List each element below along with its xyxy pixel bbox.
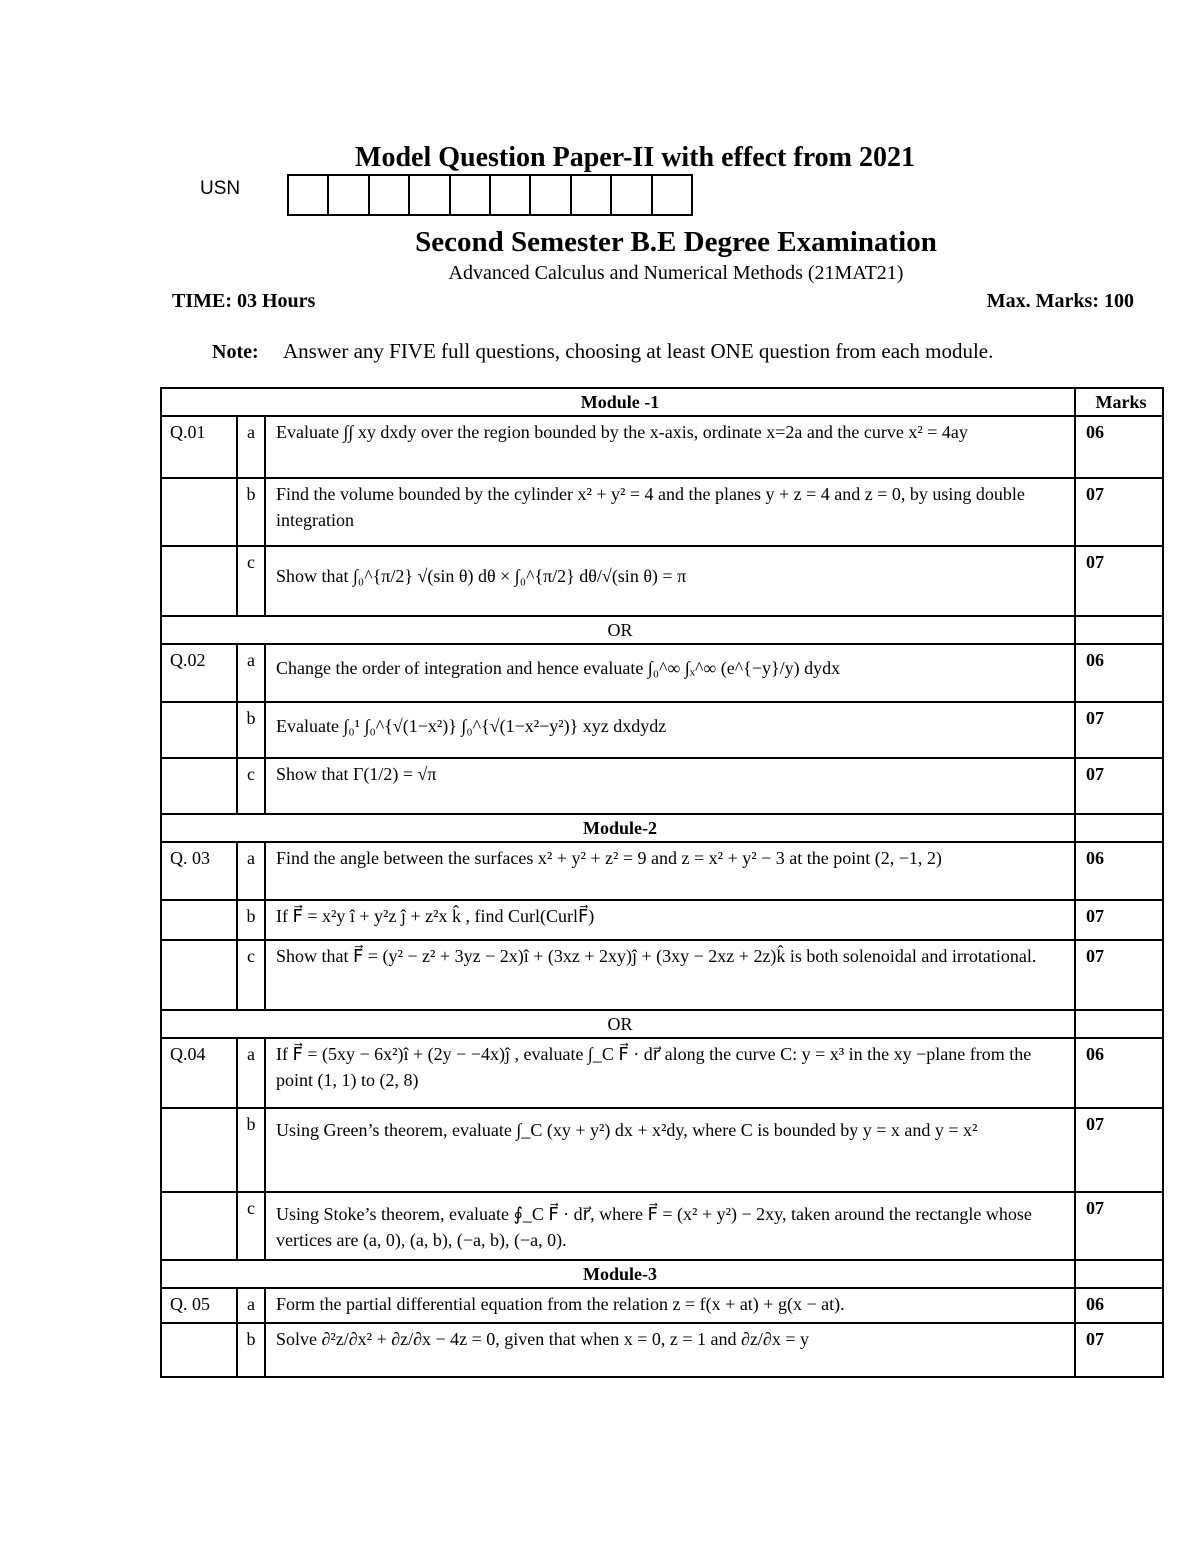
question-text: If F⃗ = (5xy − 6x²)î + (2y − −4x)ĵ , evaluate ∫_C F⃗ · dr⃗ along the curve C: y = x³ in the xy −plane from the point (1, 1) to (2, 8) xyxy=(265,1038,1075,1108)
sub-label: a xyxy=(237,416,265,478)
sub-label: c xyxy=(237,940,265,1010)
usn-box[interactable] xyxy=(612,174,652,216)
sub-label: b xyxy=(237,1323,265,1377)
question-row xyxy=(161,478,1163,546)
question-text: Change the order of integration and hence evaluate ∫₀^∞ ∫ₓ^∞ (e^{−y}/y) dydx xyxy=(265,644,1075,702)
sub-label: a xyxy=(237,1038,265,1108)
question-text: Form the partial differential equation from the relation z = f(x + at) + g(x − at). xyxy=(265,1288,1075,1322)
or-row xyxy=(161,616,1163,644)
module-header-row xyxy=(161,814,1163,842)
question-row xyxy=(161,546,1163,616)
question-number: Q.01 xyxy=(161,416,237,478)
sub-label: b xyxy=(237,1108,265,1192)
question-row xyxy=(161,416,1163,478)
question-row xyxy=(161,1108,1163,1192)
note-label: Note: xyxy=(212,341,259,363)
question-row xyxy=(161,1288,1163,1322)
usn-box[interactable] xyxy=(451,174,491,216)
question-text: Show that ∫₀^{π/2} √(sin θ) dθ × ∫₀^{π/2} dθ/√(sin θ) = π xyxy=(265,546,1075,616)
question-marks: 06 xyxy=(1075,644,1163,702)
usn-label: USN xyxy=(200,178,241,199)
question-row xyxy=(161,842,1163,900)
question-table xyxy=(160,387,1164,1378)
question-number: Q.02 xyxy=(161,644,237,702)
question-text: If F⃗ = x²y î + y²z ĵ + z²x k̂ , find Curl(CurlF⃗) xyxy=(265,900,1075,940)
question-marks: 06 xyxy=(1075,416,1163,478)
sub-label: a xyxy=(237,1288,265,1322)
sub-label: c xyxy=(237,546,265,616)
question-row xyxy=(161,1192,1163,1260)
question-row xyxy=(161,1323,1163,1377)
note-text: Answer any FIVE full questions, choosing at least ONE question from each module. xyxy=(283,339,994,363)
sub-label: c xyxy=(237,1192,265,1260)
question-text: Using Stoke’s theorem, evaluate ∮_C F⃗ · dr⃗, where F⃗ = (x² + y²) − 2xy, taken around the rectangle whose vertices are (a, 0), (a, b), (−a, b), (−a, 0). xyxy=(265,1192,1075,1260)
usn-box[interactable] xyxy=(289,174,329,216)
module-header-row xyxy=(161,388,1163,416)
course-name: Advanced Calculus and Numerical Methods (21MAT21) xyxy=(448,262,904,284)
question-row xyxy=(161,702,1163,758)
question-marks: 07 xyxy=(1075,1108,1163,1192)
module-header-row xyxy=(161,1260,1163,1288)
sub-label: a xyxy=(237,644,265,702)
question-marks: 06 xyxy=(1075,1038,1163,1108)
or-row xyxy=(161,1010,1163,1038)
sub-label: a xyxy=(237,842,265,900)
question-row xyxy=(161,900,1163,940)
sub-label: b xyxy=(237,900,265,940)
or-label: OR xyxy=(161,1010,1075,1038)
usn-box[interactable] xyxy=(370,174,410,216)
question-row xyxy=(161,940,1163,1010)
usn-box[interactable] xyxy=(653,174,693,216)
max-marks: Max. Marks: 100 xyxy=(986,290,1134,312)
question-text: Show that Γ(1/2) = √π xyxy=(265,758,1075,814)
question-text: Show that F⃗ = (y² − z² + 3yz − 2x)î + (3xz + 2xy)ĵ + (3xy − 2xz + 2z)k̂ is both solenoidal and irrotational. xyxy=(265,940,1075,1010)
question-marks: 07 xyxy=(1075,702,1163,758)
question-row xyxy=(161,1038,1163,1108)
question-marks: 07 xyxy=(1075,758,1163,814)
exam-subtitle: Second Semester B.E Degree Examination xyxy=(415,226,937,258)
question-marks: 06 xyxy=(1075,1288,1163,1322)
usn-box[interactable] xyxy=(329,174,369,216)
module-title: Module -1 xyxy=(161,388,1075,416)
question-marks: 07 xyxy=(1075,1323,1163,1377)
question-text: Find the angle between the surfaces x² + y² + z² = 9 and z = x² + y² − 3 at the point (2, −1, 2) xyxy=(265,842,1075,900)
usn-input-boxes[interactable] xyxy=(287,174,693,216)
usn-box[interactable] xyxy=(531,174,571,216)
question-text: Evaluate ∫₀¹ ∫₀^{√(1−x²)} ∫₀^{√(1−x²−y²)} xyz dxdydz xyxy=(265,702,1075,758)
question-text: Find the volume bounded by the cylinder x² + y² = 4 and the planes y + z = 4 and z = 0, by using double integration xyxy=(265,478,1075,546)
usn-box[interactable] xyxy=(410,174,450,216)
question-text: Solve ∂²z/∂x² + ∂z/∂x − 4z = 0, given that when x = 0, z = 1 and ∂z/∂x = y xyxy=(265,1323,1075,1377)
or-label: OR xyxy=(161,616,1075,644)
question-row xyxy=(161,758,1163,814)
usn-box[interactable] xyxy=(572,174,612,216)
question-marks: 07 xyxy=(1075,1192,1163,1260)
question-text: Using Green’s theorem, evaluate ∫_C (xy + y²) dx + x²dy, where C is bounded by y = x and y = x² xyxy=(265,1108,1075,1192)
question-number: Q. 05 xyxy=(161,1288,237,1322)
question-number: Q.04 xyxy=(161,1038,237,1108)
question-number: Q. 03 xyxy=(161,842,237,900)
sub-label: b xyxy=(237,478,265,546)
question-marks: 07 xyxy=(1075,940,1163,1010)
question-marks: 07 xyxy=(1075,478,1163,546)
question-marks: 07 xyxy=(1075,546,1163,616)
marks-header: Marks xyxy=(1075,388,1163,416)
paper-title: Model Question Paper-II with effect from 2021 xyxy=(355,142,915,173)
module-title: Module-3 xyxy=(161,1260,1075,1288)
usn-box[interactable] xyxy=(491,174,531,216)
sub-label: b xyxy=(237,702,265,758)
question-row xyxy=(161,644,1163,702)
question-marks: 07 xyxy=(1075,900,1163,940)
question-marks: 06 xyxy=(1075,842,1163,900)
exam-time: TIME: 03 Hours xyxy=(172,290,316,312)
sub-label: c xyxy=(237,758,265,814)
module-title: Module-2 xyxy=(161,814,1075,842)
question-text: Evaluate ∫∫ xy dxdy over the region bounded by the x-axis, ordinate x=2a and the curve x² = 4ay xyxy=(265,416,1075,478)
